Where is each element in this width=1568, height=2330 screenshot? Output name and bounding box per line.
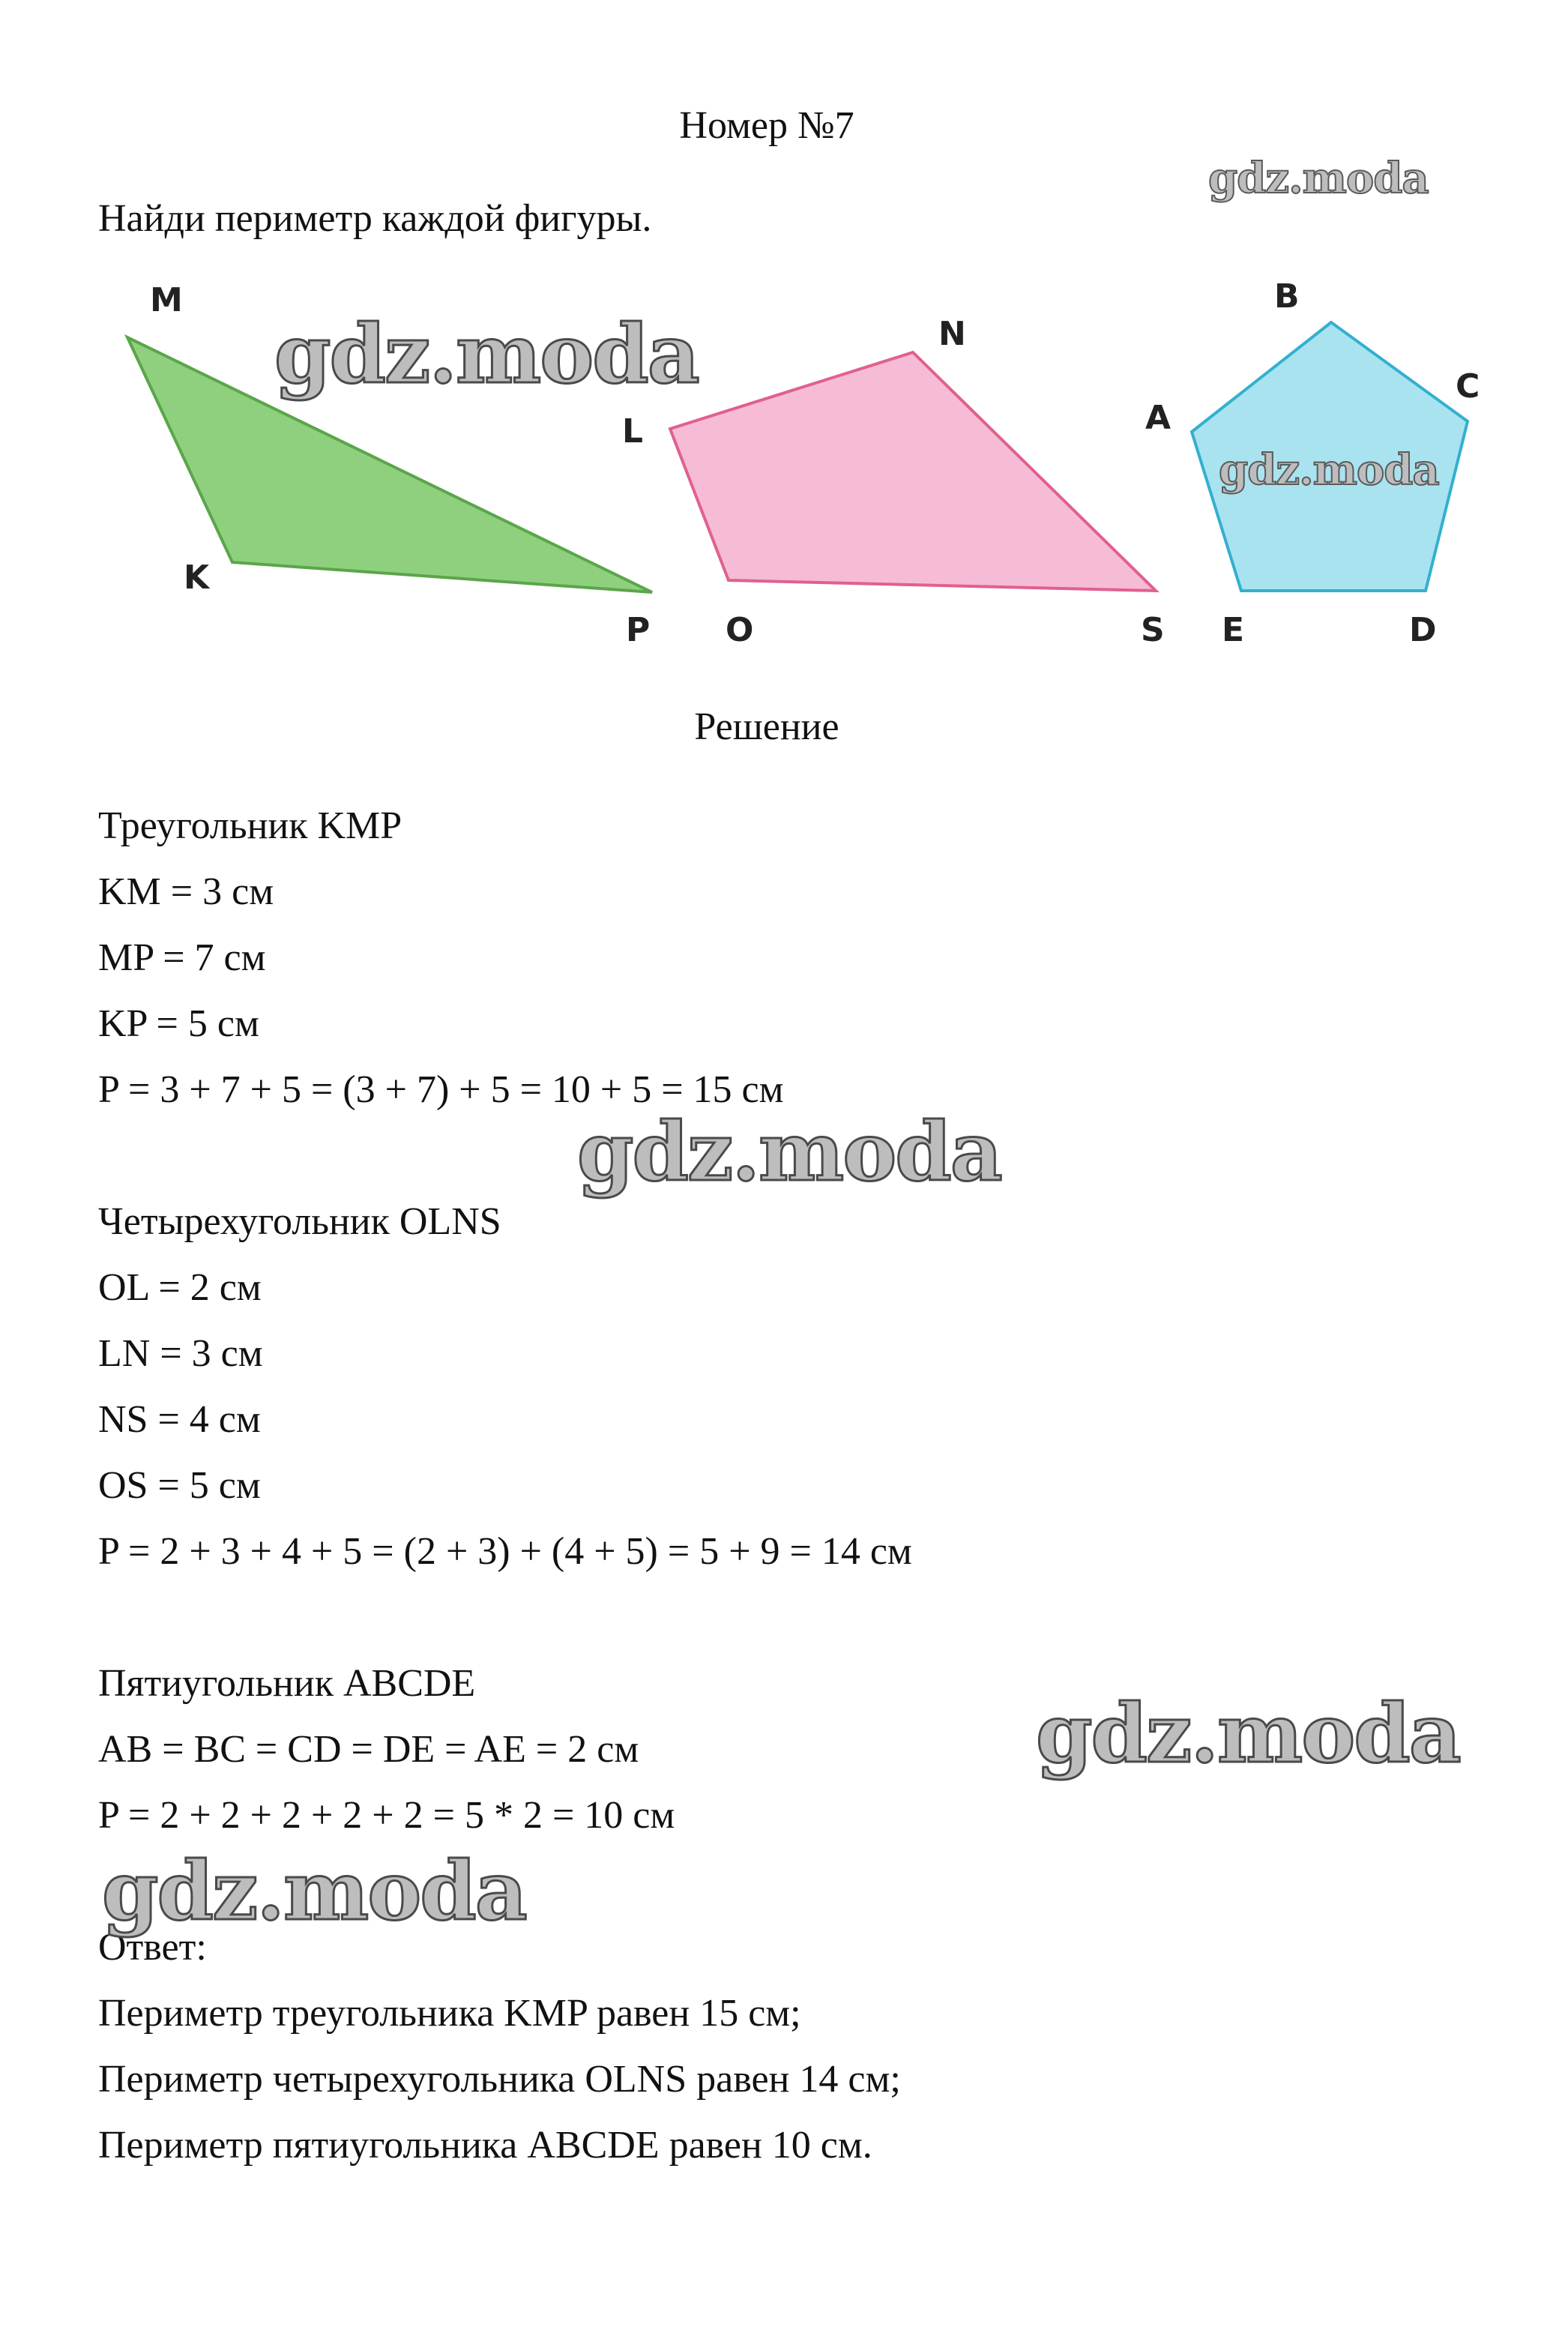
triangle-vertex-label: M [150, 281, 183, 319]
triangle-solution [98, 793, 784, 1123]
solution-line: P = 2 + 2 + 2 + 2 + 2 = 5 * 2 = 10 см [98, 1794, 675, 1837]
answer-section [98, 1915, 901, 2179]
quadrilateral-vertex-label: L [622, 412, 644, 451]
solution-line: P = 3 + 7 + 5 = (3 + 7) + 5 = 10 + 5 = 15 см [98, 1068, 784, 1111]
solution-line: LN = 3 см [98, 1332, 263, 1375]
answer-line: Периметр треугольника KMP равен 15 см; [98, 1992, 801, 2035]
pentagon-vertex-label: C [1456, 367, 1480, 406]
triangle-vertex-label: K [184, 559, 210, 597]
pentagon-vertex-label: E [1222, 611, 1245, 649]
page-title: Номер №7 [679, 104, 854, 147]
quadrilateral-vertex-label: N [938, 315, 966, 353]
answer-line: Периметр пятиугольника ABCDE равен 10 см. [98, 2124, 872, 2167]
quadrilateral-olns-shape [670, 352, 1156, 591]
pentagon-vertex-label: A [1145, 399, 1172, 437]
answer-line: Периметр четырехугольника OLNS равен 14 см; [98, 2058, 901, 2101]
solution-line: OS = 5 см [98, 1464, 261, 1507]
triangle-vertex-label: P [626, 611, 651, 649]
quadrilateral-heading: Четырехугольник OLNS [98, 1200, 501, 1243]
task-text: Найди периметр каждой фигуры. [98, 197, 652, 240]
watermark: gdz.moda [1036, 1687, 1460, 1781]
watermark: gdz.moda [1219, 445, 1439, 495]
solution-line: NS = 4 см [98, 1398, 261, 1441]
watermark: gdz.moda [577, 1105, 1001, 1199]
solution-line: P = 2 + 3 + 4 + 5 = (2 + 3) + (4 + 5) = 5 + 9 = 14 см [98, 1530, 912, 1573]
solution-line: KP = 5 см [98, 1002, 259, 1045]
pentagon-vertex-label: D [1409, 611, 1437, 649]
solution-title: Решение [694, 705, 839, 748]
pentagon-solution [98, 1651, 675, 1849]
watermark: gdz.moda [1208, 154, 1429, 203]
quadrilateral-vertex-label: S [1141, 611, 1165, 649]
solution-line: KM = 3 см [98, 870, 274, 913]
pentagon-heading: Пятиугольник ABCDE [98, 1662, 476, 1705]
quadrilateral-vertex-label: O [726, 611, 754, 649]
watermark: gdz.moda [274, 307, 699, 402]
solution-line: MP = 7 см [98, 936, 266, 979]
watermark: gdz.moda [102, 1844, 526, 1939]
quadrilateral-solution [98, 1189, 912, 1585]
solution-line: OL = 2 см [98, 1266, 262, 1309]
answer-heading: Ответ: [98, 1926, 207, 1969]
triangle-heading: Треугольник KMP [98, 804, 402, 847]
solution-line: AB = BC = CD = DE = AE = 2 см [98, 1728, 639, 1771]
pentagon-vertex-label: B [1274, 277, 1300, 316]
